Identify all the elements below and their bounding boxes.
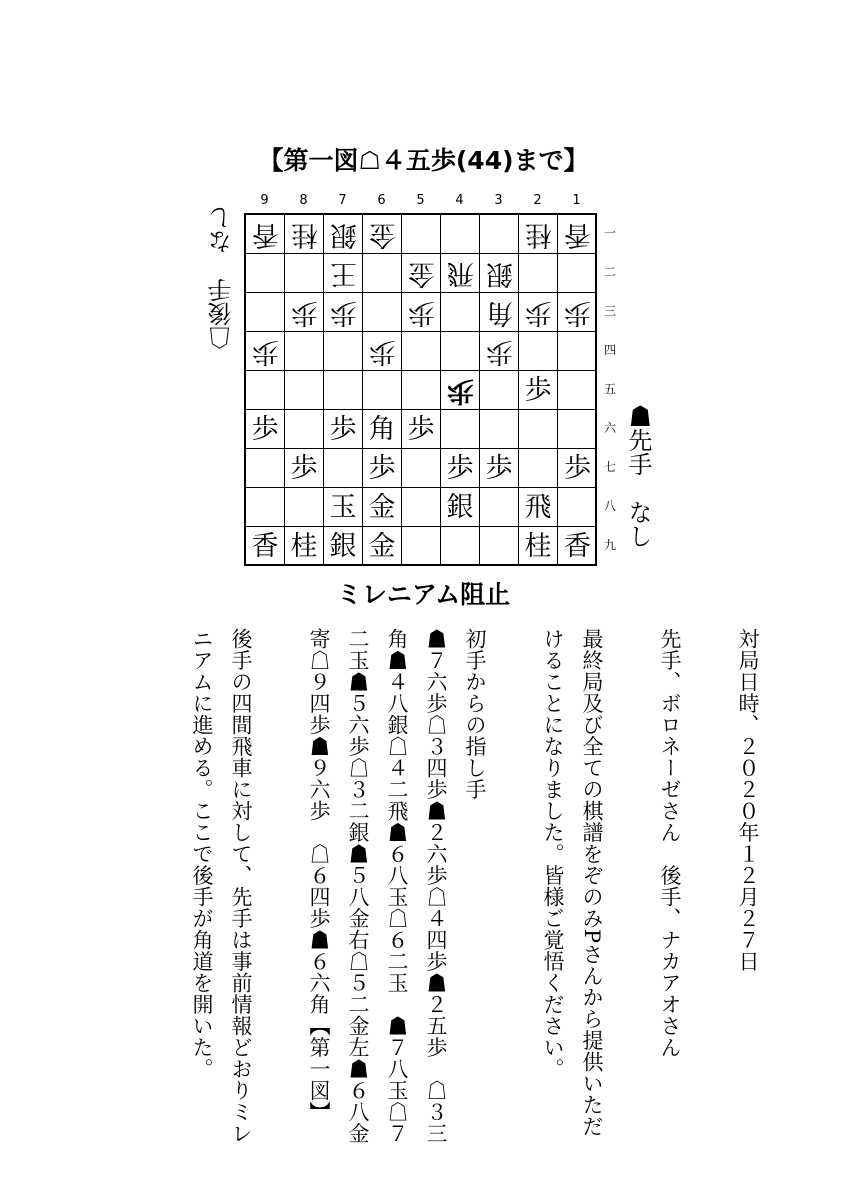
row-label: 六 [603, 421, 616, 435]
gote-piece: 香 [251, 218, 279, 250]
board-square [558, 371, 597, 410]
board-square [480, 254, 519, 293]
board-square [558, 488, 597, 527]
gote-piece: 歩 [564, 296, 591, 328]
row-label: 四 [603, 343, 616, 357]
board-square [480, 332, 519, 371]
board-square [285, 371, 324, 410]
board-square [402, 488, 441, 527]
gote-piece: 王 [329, 257, 357, 289]
board-square [246, 293, 285, 332]
row-label: 三 [603, 304, 616, 318]
board-square [402, 293, 441, 332]
sente-piece: 歩 [564, 452, 591, 484]
players: 先手、ボロネーゼさん 後手、ナカアオさん [658, 628, 682, 1058]
gote-hand: ☖後手 なし [208, 206, 236, 350]
board-square [441, 410, 480, 449]
board-square [519, 410, 558, 449]
board-square [363, 488, 402, 527]
gote-piece: 銀 [485, 257, 513, 289]
board-square [480, 449, 519, 488]
sente-piece: 香 [564, 531, 591, 562]
sente-piece: 金 [368, 491, 396, 523]
board-square [246, 254, 285, 293]
board-square [558, 527, 597, 566]
board-square [363, 527, 402, 566]
column-label: 3 [494, 193, 503, 208]
sente-piece: 香 [251, 531, 279, 562]
board-square [246, 449, 285, 488]
gote-piece: 金 [368, 218, 396, 250]
board-square [519, 215, 558, 254]
board-square [402, 371, 441, 410]
board-square [363, 215, 402, 254]
sente-piece: 銀 [446, 491, 474, 523]
board-square [363, 410, 402, 449]
board-square [480, 293, 519, 332]
gote-piece: 角 [485, 296, 513, 328]
sente-piece: 歩 [290, 452, 318, 484]
row-label: 八 [603, 499, 616, 513]
board-square [363, 254, 402, 293]
row-label: 九 [603, 538, 616, 552]
column-label: 1 [572, 193, 581, 208]
row-label: 五 [603, 382, 616, 396]
column-label: 6 [377, 193, 386, 208]
column-label: 5 [416, 193, 425, 208]
row-label: 一 [603, 226, 616, 240]
sente-piece: 歩 [485, 452, 513, 484]
gote-piece: 香 [564, 218, 591, 250]
board-square [558, 449, 597, 488]
board-square [285, 488, 324, 527]
board-square [441, 527, 480, 566]
board-square [246, 215, 285, 254]
column-label: 8 [299, 193, 308, 208]
board-square [285, 254, 324, 293]
column-label: 2 [533, 193, 542, 208]
gote-piece: 金 [407, 257, 435, 289]
board-square [558, 254, 597, 293]
sente-hand: ☗先手 なし [624, 404, 652, 548]
board-square [246, 332, 285, 371]
game-date: 対局日時、２０２０年１２月２７日 [736, 628, 760, 972]
gote-piece: 歩 [329, 296, 357, 328]
shogi-board [244, 213, 597, 566]
gote-piece: 銀 [329, 218, 357, 250]
board-square [324, 215, 363, 254]
moves-heading: 初手からの指し手 [463, 628, 487, 800]
board-square [519, 488, 558, 527]
board-square [441, 293, 480, 332]
board-square [324, 488, 363, 527]
board-square [441, 488, 480, 527]
board-square [402, 527, 441, 566]
gote-piece: 歩 [290, 296, 318, 328]
sente-piece: 歩 [368, 452, 396, 484]
board-square [285, 449, 324, 488]
board-square [441, 371, 480, 410]
gote-piece: 歩 [251, 335, 279, 367]
intro-text: 最終局及び全ての棋譜をぞのみPさんから提供いただけることになりました。皆様ご覚悟ください。 [541, 628, 604, 1138]
commentary [143, 628, 767, 1148]
board-square [363, 293, 402, 332]
board-square [285, 410, 324, 449]
sente-piece: 桂 [290, 531, 318, 562]
sente-piece: 歩 [407, 413, 435, 445]
column-label: 9 [260, 193, 269, 208]
board-square [285, 332, 324, 371]
board-square [285, 215, 324, 254]
board-square [324, 254, 363, 293]
board-square [246, 527, 285, 566]
diagram-caption: ミレニアム阻止 [336, 580, 511, 609]
board-square [246, 410, 285, 449]
move-list: ☗７六歩☖３四歩☗２六歩☖４四歩☗２五歩 ☖３三角☗４八銀☖４二飛☗６八玉☖６二玉 ☗７八玉☖７二玉☗５六歩☖３二銀☗５八金右☖５二金左☗６八金寄☖９四歩☗９六歩 ☖６四歩☗６六角【第一図】 [307, 628, 448, 1144]
sente-piece: 飛 [524, 491, 552, 523]
board-square [324, 371, 363, 410]
board-square [363, 449, 402, 488]
gote-piece: 飛 [446, 257, 474, 289]
sente-piece: 歩 [251, 413, 279, 445]
board-square [285, 293, 324, 332]
column-label: 7 [338, 193, 347, 208]
board-square [441, 449, 480, 488]
board-square [402, 332, 441, 371]
sente-piece: 歩 [524, 374, 552, 406]
gote-piece: 歩 [524, 296, 552, 328]
board-square [519, 332, 558, 371]
gote-piece: 桂 [290, 218, 318, 250]
board-square [480, 371, 519, 410]
board-square [285, 527, 324, 566]
sente-piece: 桂 [524, 531, 552, 562]
sente-piece: 金 [368, 531, 396, 562]
board-square [519, 449, 558, 488]
board-square [441, 332, 480, 371]
board-square [519, 371, 558, 410]
board-square [363, 332, 402, 371]
board-square [519, 254, 558, 293]
board-square [402, 449, 441, 488]
gote-piece: 歩 [446, 374, 474, 406]
board-square [558, 215, 597, 254]
board-square [519, 293, 558, 332]
board-square [480, 215, 519, 254]
row-label: 七 [603, 460, 616, 474]
column-label: 4 [455, 193, 464, 208]
board-square [480, 410, 519, 449]
sente-piece: 玉 [329, 491, 357, 523]
gote-piece: 桂 [524, 218, 552, 250]
board-square [519, 527, 558, 566]
board-square [558, 293, 597, 332]
sente-piece: 角 [368, 413, 396, 445]
board-square [558, 332, 597, 371]
board-square [480, 527, 519, 566]
board-square [402, 254, 441, 293]
row-label: 二 [603, 265, 616, 279]
board-square [246, 488, 285, 527]
comment-text: 後手の四間飛車に対して、先手は事前情報どおりミレニアムに進める。ここで後手が角道を開いた。 [190, 628, 253, 1144]
board-square [558, 410, 597, 449]
board-square [402, 215, 441, 254]
board-square [363, 371, 402, 410]
sente-piece: 歩 [446, 452, 474, 484]
gote-piece: 歩 [407, 296, 435, 328]
sente-piece: 歩 [329, 413, 357, 445]
board-square [441, 215, 480, 254]
board-square [441, 254, 480, 293]
board-square [324, 332, 363, 371]
board-square [324, 293, 363, 332]
sente-piece: 銀 [329, 531, 357, 562]
board-square [480, 488, 519, 527]
board-square [324, 527, 363, 566]
gote-piece: 歩 [485, 335, 513, 367]
board-square [324, 449, 363, 488]
board-square [402, 410, 441, 449]
diagram-title: 【第一図☖４五歩(44)まで】 [258, 146, 589, 175]
gote-piece: 歩 [368, 335, 396, 367]
board-square [246, 371, 285, 410]
board-square [324, 410, 363, 449]
